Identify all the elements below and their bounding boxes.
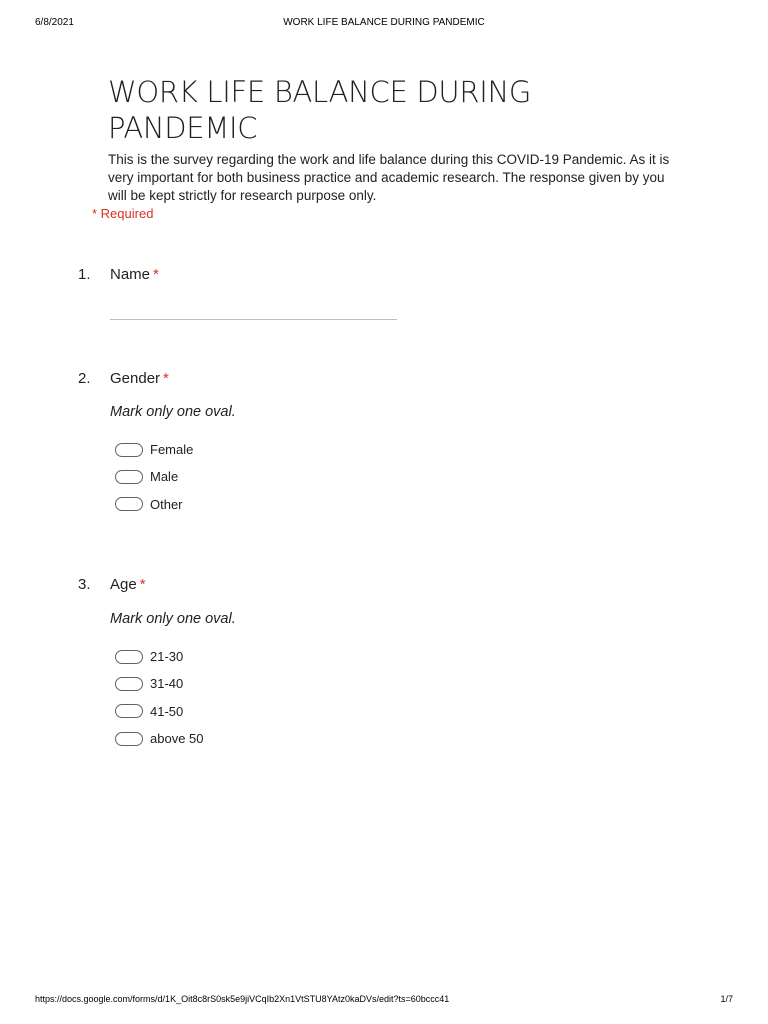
option-label: 21-30: [150, 649, 184, 665]
question-instruction: Mark only one oval.: [110, 611, 236, 627]
question-title-text: Age: [110, 576, 137, 593]
question-name: [78, 266, 698, 336]
required-note: * Required: [92, 206, 154, 221]
question-title: [110, 370, 169, 387]
form-url: https://docs.google.com/forms/d/1K_Oit8c8rS0sk5e9jiVCqIb2Xn1VtSTU8YAtz0kaDVs/edit?ts=60bccc41: [35, 994, 450, 1004]
print-document-title: WORK LIFE BALANCE DURING PANDEMIC: [283, 17, 485, 28]
question-instruction: Mark only one oval.: [110, 404, 236, 420]
question-number: 3.: [78, 576, 91, 593]
form-description: This is the survey regarding the work and life balance during this COVID-19 Pandemic. As it is very important for both business practice and academic research. The response given by you will be kept strictly for research purpose only.: [108, 152, 670, 203]
question-title-text: Name: [110, 266, 151, 283]
option-female[interactable]: [115, 436, 193, 463]
option-31-40[interactable]: [115, 670, 204, 697]
form-title: WORK LIFE BALANCE DURING PANDEMIC: [108, 75, 532, 145]
option-41-50[interactable]: [115, 698, 204, 725]
option-label: 31-40: [150, 676, 184, 692]
gender-options: [115, 436, 193, 518]
option-label: Male: [150, 469, 179, 485]
required-asterisk: *: [163, 370, 169, 387]
question-number: 2.: [78, 370, 91, 387]
print-date: 6/8/2021: [35, 17, 74, 28]
question-title: [110, 266, 159, 283]
option-above-50[interactable]: [115, 725, 204, 752]
option-other[interactable]: [115, 491, 193, 518]
question-number: 1.: [78, 266, 91, 283]
radio-oval[interactable]: [115, 732, 143, 746]
radio-oval[interactable]: [115, 443, 143, 457]
radio-oval[interactable]: [115, 497, 143, 511]
name-answer-field[interactable]: [110, 319, 397, 320]
option-label: 41-50: [150, 703, 184, 719]
option-label: Female: [150, 442, 194, 458]
age-options: [115, 643, 204, 752]
radio-oval[interactable]: [115, 677, 143, 691]
required-asterisk: *: [153, 266, 159, 283]
page-number: 1/7: [720, 994, 733, 1004]
question-age: [78, 576, 698, 766]
radio-oval[interactable]: [115, 650, 143, 664]
option-21-30[interactable]: [115, 643, 204, 670]
print-header: [35, 17, 733, 31]
option-male[interactable]: [115, 463, 193, 490]
radio-oval[interactable]: [115, 704, 143, 718]
radio-oval[interactable]: [115, 470, 143, 484]
print-footer: [35, 994, 733, 1008]
option-label: above 50: [150, 731, 204, 747]
option-label: Other: [150, 496, 183, 512]
question-title: [110, 576, 146, 593]
question-title-text: Gender: [110, 370, 161, 387]
required-asterisk: *: [139, 576, 146, 593]
question-gender: [78, 370, 698, 530]
